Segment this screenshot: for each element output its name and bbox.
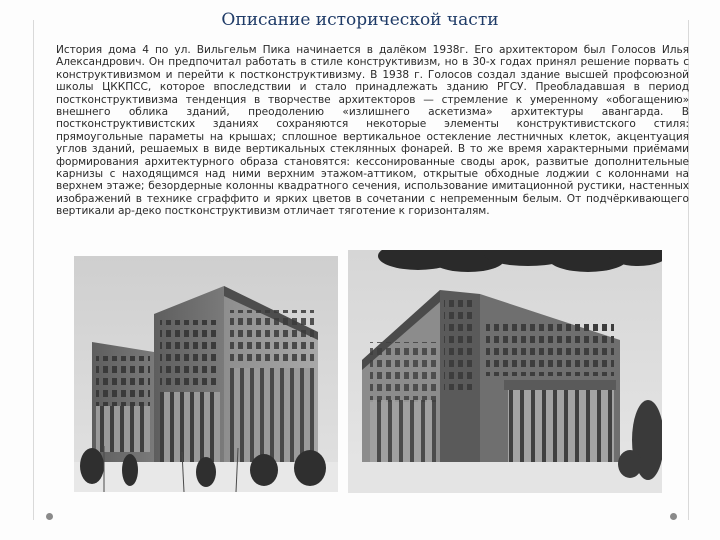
bullet-dot-right xyxy=(670,513,677,520)
slide-body-text: История дома 4 по ул. Вильгельм Пика начинается в далёком 1938г. Его архитектором был Голосов Илья Александрович. Он предпочитал работать в стиле конструктивизм, но в 30-х годах принял решение порвать с конструктивизмом и перейти к постконструктивизму. В 1938 г. Голосов создал здание высшей профсоюзной школы ЦККПСС, которое впоследствии и стало принадлежать зданию РГСУ. Преобладавшая в период постконструктивизма тенденция в творчестве архитекторов — стремление к умеренному «обогащению» внешнего облика зданий, преодолению «излишнего аскетизма» архитектуры авангарда. В постконструктивистских зданиях сохраняются некоторые элементы конструктивистского стиля: прямоугольные параметы на крышах; сплошное вертикальное остекление лестничных клеток, акцентуация углов зданий, решаемых в виде вертикальных стеклянных фонарей. В то же время характерными приёмами формирования архитектурного образа становятся: кессонированные своды арок, развитые дополнительные карнизы с находящимся над ними верхним этажом-аттиком, открытые обходные лоджии с колоннами на верхнем этаже; безордерные колонны квадратного сечения, использование имитационной рустики, настенных изображений в технике сграффито и ярких цветов в сочетании с непременным белым. От подчёркивающего вертикали ар-деко постконструктивизм отличает тяготение к горизонталям. xyxy=(56,44,689,218)
building-photo-left xyxy=(74,256,338,492)
building-photo-left-image xyxy=(74,256,338,492)
building-photo-right xyxy=(348,250,662,493)
building-photo-right-image xyxy=(348,250,662,493)
slide-title: Описание исторической части xyxy=(221,10,499,30)
bullet-dot-left xyxy=(46,513,53,520)
frame-line-left xyxy=(33,20,34,520)
